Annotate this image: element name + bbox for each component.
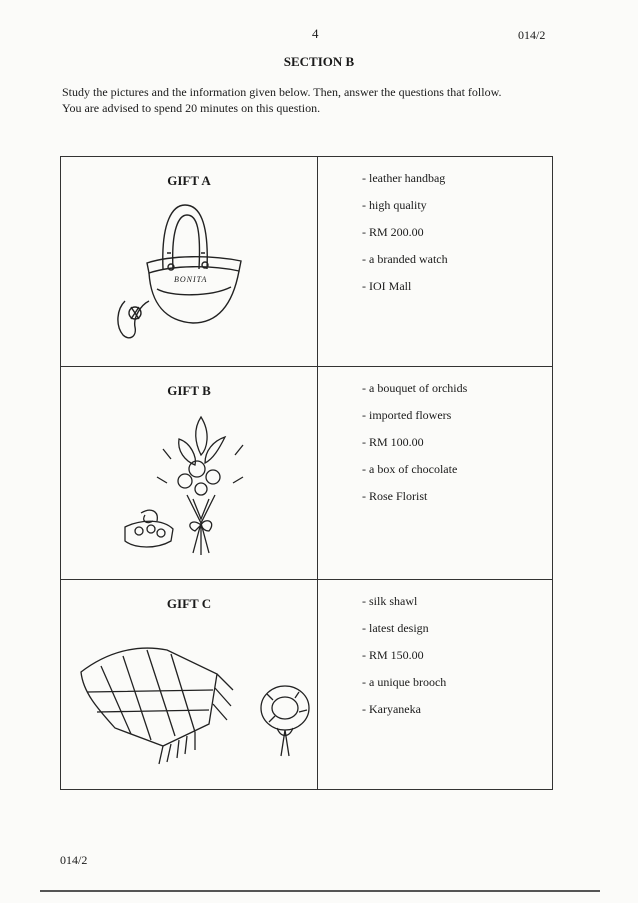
gift-b-info-cell	[318, 367, 553, 579]
list-item: - Rose Florist	[362, 489, 428, 504]
list-item: - Karyaneka	[362, 701, 421, 716]
gift-b-title: GIFT B	[167, 383, 211, 399]
list-item: - a box of chocolate	[362, 462, 458, 477]
paper-code-footer: 014/2	[60, 853, 88, 867]
gift-row-c	[61, 579, 553, 789]
gift-row-b	[61, 367, 553, 579]
list-item: - a bouquet of orchids	[362, 381, 468, 396]
list-item: - leather handbag	[362, 171, 446, 185]
instruction-line-1: Study the pictures and the information given below. Then, answer the questions that follow.	[62, 85, 502, 99]
gift-a-features	[318, 157, 552, 294]
list-item: - imported flowers	[362, 408, 452, 423]
gift-a-title: GIFT A	[167, 173, 211, 188]
list-item: - RM 200.00	[362, 225, 424, 239]
gift-a-picture-cell	[61, 157, 318, 367]
list-item: - IOI Mall	[362, 279, 412, 293]
gift-a-info-cell	[318, 157, 553, 367]
list-item: - latest design	[362, 620, 429, 635]
gift-row-a	[61, 157, 553, 367]
gift-c-picture-cell	[61, 579, 318, 789]
gift-c-title: GIFT C	[166, 595, 212, 611]
page-number: 4	[312, 26, 319, 41]
list-item: - a branded watch	[362, 252, 448, 266]
gift-b-features	[318, 367, 552, 504]
list-item: - high quality	[362, 198, 427, 212]
gift-c-info-cell	[318, 579, 553, 789]
bouquet-and-chocolate-illustration	[101, 403, 281, 567]
handbag-brand-label: BONITA	[174, 275, 208, 284]
list-item: - RM 100.00	[362, 435, 424, 450]
gift-c-features	[318, 580, 552, 717]
instruction-line-2: You are advised to spend 20 minutes on this question.	[62, 101, 321, 115]
gift-b-picture-cell	[61, 367, 318, 579]
list-item: - silk shawl	[362, 593, 418, 608]
section-title: SECTION B	[283, 54, 355, 69]
instructions	[62, 84, 562, 116]
bottom-divider	[40, 890, 600, 892]
shawl-and-brooch-illustration	[67, 616, 313, 780]
list-item: - a unique brooch	[362, 674, 447, 689]
gifts-table	[60, 156, 553, 790]
handbag-and-watch-illustration	[101, 193, 281, 353]
paper-code-header: 014/2	[518, 28, 546, 42]
list-item: - RM 150.00	[362, 647, 424, 662]
